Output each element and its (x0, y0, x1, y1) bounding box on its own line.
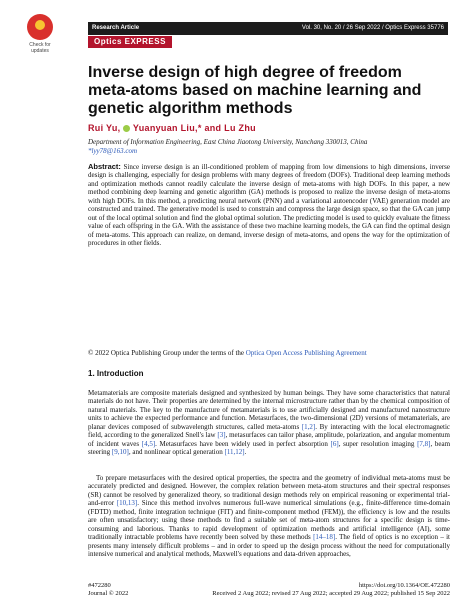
abstract-label: Abstract: (88, 162, 121, 171)
journal-citation: Vol. 30, No. 20 / 26 Sep 2022 / Optics Express 35776 (301, 25, 444, 31)
body-paragraph (88, 474, 450, 559)
para-text: , beam steering (88, 439, 451, 457)
para-text: . The field of optics is no exception – it presents many intensely difficult problems – and in order to speed up the design process without the need for computationally intensive numerical and analytical methods, Maxwell's equations and data-driven approaches, (88, 533, 451, 559)
body-paragraph (88, 389, 450, 457)
citation-link[interactable]: [7,8] (417, 439, 431, 448)
para-text: . Metasurfaces have been widely used in perfect absorption (155, 439, 328, 448)
journal-copyright: Journal © 2022 (88, 590, 129, 597)
article-type: Research Article (92, 25, 140, 31)
citation-link[interactable]: [3] (217, 431, 226, 440)
citation-link[interactable]: [14–18] (313, 533, 336, 542)
section-heading: 1. Introduction (88, 369, 144, 378)
article-id: #472280 (88, 582, 111, 589)
para-text: Metamaterials are composite materials designed and synthesized by human beings. They have some characteristics that natural materials do not have. Their properties are determined by the internal microstructure rather than by the chemical composition of natural materials. The key to the manufacture of metamaterials is to use artificially designed and manufactured nanostructure units to achieve the expected performance and function. Metasurfaces, the two-dimensional (2D) versions of metamaterials, are planar devices composed of subwavelength structures, called meta-atoms (88, 389, 450, 431)
journal-header-bar (88, 22, 448, 35)
citation-link[interactable]: [6] (330, 439, 339, 448)
para-text: . By interacting with the local electromagnetic field, according to the generalized Snell's law (88, 422, 450, 440)
para-text: , super resolution imaging (338, 439, 415, 448)
page-footer (88, 582, 450, 598)
corresponding-email-link[interactable]: *lyy78@163.com (88, 146, 138, 155)
license-link[interactable]: Optica Open Access Publishing Agreement (245, 349, 367, 357)
abstract-text: Since inverse design is an ill-conditioned problem of mapping from low dimensions to high dimensions, inverse design is challenging, especially for design problems with many degrees of freedom (DOFs). Traditional deep learning methods and optimization methods cannot readily calculate the inverse design of meta-atoms with high DOFs. In this paper, a new method combining deep learning and genetic algorithm (GA) methods is proposed to realize the inverse design of meta-atoms with high DOFs. In this method, a predicting neural network (PNN) and a variational autoencoder (VAE) generation model are constructed and trained. The generative model is used to constrain and compress the large design space, so that the GA can jump out of the local optimal solution and find the global optimal solution. The predicting model is used to quickly evaluate the fitness value of each offspring in the GA. With the assistance of these two machine learning models, the GA can find the optimal design of meta-atoms. This approach can realize, on demand, inverse design of meta-atoms, and opens the way for the optimization of procedures in other fields. (88, 163, 450, 248)
author-list (88, 123, 256, 133)
para-text: To prepare metasurfaces with the desired optical properties, the spectra and the geometry of individual meta-atoms must be accurately predicted and designed. However, the complex relation between meta-atom structures and their spectral responses (SR) cannot be resolved by generalized theory, so traditional design methods rely on empirical reasoning or experimental trial-and-error (88, 474, 450, 508)
check-updates-icon (27, 14, 53, 40)
citation-link[interactable]: [1,2] (301, 422, 316, 431)
orcid-icon[interactable] (123, 125, 130, 132)
copyright-line (88, 349, 450, 358)
author-conjunction: and (204, 123, 222, 133)
author-1[interactable]: Rui Yu, (88, 123, 121, 133)
abstract (88, 163, 450, 248)
copyright-text: © 2022 Optica Publishing Group under the terms of the (88, 349, 244, 357)
paper-title: Inverse design of high degree of freedom meta-atoms based on machine learning and genetic algorithm methods (88, 64, 422, 117)
affiliation (88, 138, 448, 155)
citation-link[interactable]: [9,10] (111, 448, 129, 457)
author-2[interactable]: Yuanyuan Liu,* (132, 123, 202, 133)
para-text: . Since this method involves numerous full-wave numerical simulations (e.g., finite-difference time-domain (FDTD) method, finite integration technique (FIT) and finite-component method (FEM)), the efficiency is low and the results are often unsatisfactory; using these methods to find a suitable set of meta-atom structures for a specific design is time-consuming and laborious. Thanks to rapid development of optimization methods and artificial intelligence (AI), some traditionally intractable problems have recently been solved by these methods (88, 499, 450, 542)
publication-dates: Received 2 Aug 2022; revised 27 Aug 2022; accepted 29 Aug 2022; published 15 Sep 2022 (212, 590, 450, 597)
check-updates-label: Check for updates (29, 42, 51, 54)
doi-link[interactable]: https://doi.org/10.1364/OE.472280 (358, 582, 450, 589)
para-text: , and nonlinear optical generation (128, 448, 223, 457)
para-text: , metasurfaces can tailor phase, amplitude, polarization, and angular momentum of incident waves (88, 431, 450, 448)
journal-brand: Optics EXPRESS (88, 36, 172, 48)
para-text: . (244, 448, 247, 457)
citation-link[interactable]: [11,12] (224, 448, 245, 457)
citation-link[interactable]: [10,13] (116, 499, 138, 508)
author-3[interactable]: Lu Zhu (224, 123, 256, 133)
citation-link[interactable]: [4,5] (141, 439, 156, 448)
check-for-updates-badge[interactable] (20, 14, 60, 64)
affiliation-dept: Department of Information Engineering, East China Jiaotong University, Nanchang 330013, China (88, 138, 368, 146)
